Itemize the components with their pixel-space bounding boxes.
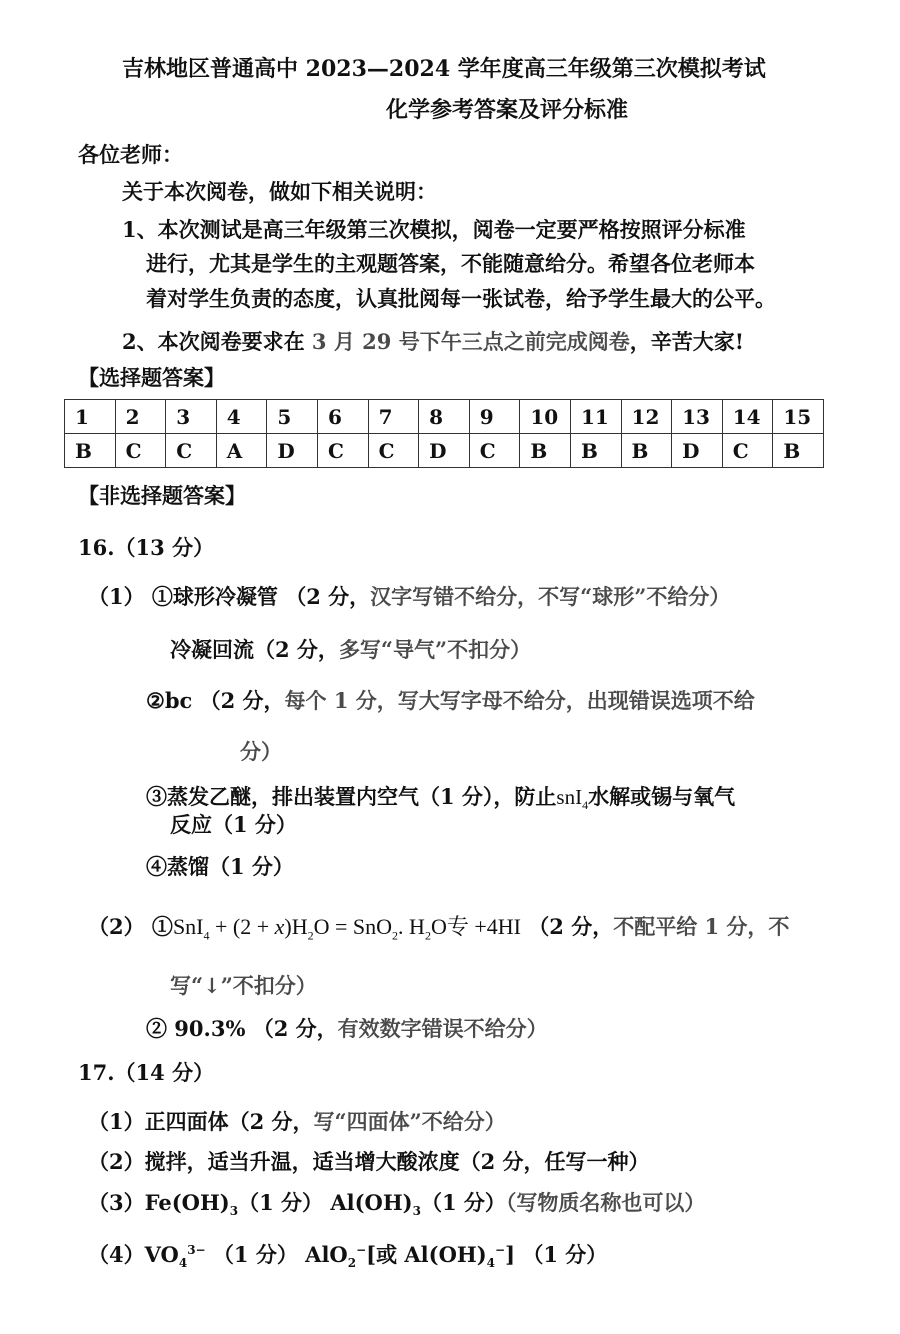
q16-heading: 16.（13 分）: [78, 535, 215, 560]
eq-subscript: 2: [424, 928, 431, 943]
table-cell-answer: C: [469, 434, 520, 468]
mc-answer-table: [64, 399, 824, 468]
grading-note: （写物质名称也可以）: [505, 1190, 706, 1215]
q16-part1-answer2: [170, 636, 531, 664]
grading-note: 写“: [170, 973, 204, 998]
grading-note: 写“四面体”不给分）: [313, 1109, 506, 1134]
eq-subscript: 2: [307, 928, 314, 943]
note2-deadline: 3 月 29 号下午三点之前完成阅卷: [304, 329, 630, 354]
table-cell-answer: B: [773, 434, 824, 468]
grading-note: 汉字写错不给分，不写“球形”不给分）: [370, 584, 731, 609]
table-cell-answer: C: [166, 434, 217, 468]
grading-note: 每个 1 分，写大写字母不给分，出现错误选项不给: [284, 688, 755, 713]
table-cell-number: 6: [317, 400, 368, 434]
table-cell-answer: D: [267, 434, 318, 468]
table-cell-number: 15: [773, 400, 824, 434]
page-subtitle: 化学参考答案及评分标准: [386, 97, 629, 123]
greeting: 各位老师：: [78, 142, 183, 167]
mc-heading: 【选择题答案】: [78, 365, 225, 390]
formula-superscript: −: [495, 1243, 506, 1257]
table-cell-number: 13: [672, 400, 723, 434]
table-cell-answer: C: [317, 434, 368, 468]
formula-subscript: 4: [486, 1256, 496, 1271]
table-cell-number: 4: [216, 400, 267, 434]
q17-part3: [88, 1189, 705, 1217]
q16-part4: ④蒸馏（1 分）: [146, 854, 294, 879]
table-cell-answer: B: [520, 434, 571, 468]
note2-text-c: ，辛苦大家!: [629, 329, 744, 354]
table-cell-answer: A: [216, 434, 267, 468]
down-arrow-icon: ↓: [203, 973, 221, 998]
chemical-equation: [172, 914, 521, 943]
formula-superscript: −: [356, 1243, 367, 1257]
answer-text: ] （1 分）: [505, 1242, 608, 1267]
answer-text: （1 分） AlO: [205, 1242, 348, 1267]
table-cell-number: 9: [469, 400, 520, 434]
eq-part: + (2 +: [209, 914, 275, 939]
table-cell-number: 14: [722, 400, 773, 434]
table-row-answers: [65, 434, 824, 468]
q17-part2: （2）搅拌，适当升温，适当增大酸浓度（2 分，任写一种）: [88, 1149, 650, 1174]
eq-variable: x: [274, 914, 285, 939]
answer-text: （4）VO: [88, 1242, 179, 1267]
answer-text: ② 90.3% （2 分，: [146, 1016, 338, 1041]
answer-label: （2） ①: [88, 914, 173, 939]
eq-part: . H: [398, 914, 425, 939]
eq-part: O专 +4HI: [430, 914, 521, 939]
table-cell-answer: B: [621, 434, 672, 468]
formula-subscript: 2: [347, 1256, 357, 1271]
note2-text-a: 2、本次阅卷要求在: [122, 329, 305, 354]
q17-heading: 17.（14 分）: [78, 1060, 215, 1085]
answer-text: ③蒸发乙醚，排出装置内空气（1 分），防止: [146, 784, 557, 809]
q16-part3: [146, 783, 735, 811]
table-cell-number: 12: [621, 400, 672, 434]
answer-text: 冷凝回流（2 分，: [170, 637, 339, 662]
formula-subscript: 3: [412, 1204, 421, 1219]
grading-note: ”不扣分）: [220, 973, 317, 998]
table-cell-number: 1: [65, 400, 116, 434]
formula-subscript: 4: [178, 1256, 188, 1271]
eq-part: )H: [284, 914, 308, 939]
answer-text: （1 分）: [420, 1190, 506, 1215]
grading-note: 不配平给 1 分，不: [613, 914, 790, 939]
table-row-numbers: [65, 400, 824, 434]
answer-text: 水解或锡与氧气: [588, 784, 736, 809]
intro-lead: 关于本次阅卷，做如下相关说明：: [122, 179, 437, 204]
table-cell-answer: B: [65, 434, 116, 468]
answer-text: ②bc （2 分，: [146, 688, 285, 713]
answer-text: （3）Fe(OH): [88, 1190, 230, 1215]
formula-text: snI: [556, 785, 583, 809]
page-title: 吉林地区普通高中 2023—2024 学年度高三年级第三次模拟考试: [122, 56, 766, 82]
answer-text: （1）正四面体（2 分，: [88, 1109, 314, 1134]
table-cell-answer: C: [722, 434, 773, 468]
table-cell-number: 11: [570, 400, 621, 434]
note1-line3: 着对学生负责的态度，认真批阅每一张试卷，给予学生最大的公平。: [146, 286, 776, 311]
eq-part: SnI: [172, 914, 204, 939]
q17-part1: [88, 1108, 506, 1136]
q16-part5: [146, 1015, 548, 1043]
table-cell-number: 2: [115, 400, 166, 434]
formula-superscript: 3−: [187, 1243, 206, 1257]
table-cell-number: 7: [368, 400, 419, 434]
q17-part4: [88, 1241, 607, 1269]
table-cell-number: 8: [419, 400, 470, 434]
q16-equation-note: [170, 972, 317, 1000]
q16-part2-cont: 分）: [240, 739, 282, 764]
grading-note: 有效数字错误不给分）: [337, 1016, 548, 1041]
note2: [122, 328, 744, 356]
table-cell-number: 3: [166, 400, 217, 434]
q16-part1-answer1: [88, 583, 730, 611]
table-cell-answer: D: [672, 434, 723, 468]
table-cell-answer: C: [115, 434, 166, 468]
note1-line1: 1、本次测试是高三年级第三次模拟，阅卷一定要严格按照评分标准: [122, 217, 746, 242]
q16-part3-cont: 反应（1 分）: [170, 812, 297, 837]
table-cell-answer: D: [419, 434, 470, 468]
formula-subscript: 4: [582, 798, 589, 813]
table-cell-answer: C: [368, 434, 419, 468]
answer-text: [或 Al(OH): [366, 1242, 487, 1267]
note1-line2: 进行，尤其是学生的主观题答案，不能随意给分。希望各位老师本: [146, 251, 755, 276]
eq-part: O = SnO: [313, 914, 393, 939]
q16-part2: [146, 687, 755, 715]
eq-subscript: 2: [392, 928, 399, 943]
table-cell-number: 5: [267, 400, 318, 434]
answer-text: （1 分） Al(OH): [238, 1190, 413, 1215]
nonmc-heading: 【非选择题答案】: [78, 483, 246, 508]
table-cell-number: 10: [520, 400, 571, 434]
grading-note: 多写“导气”不扣分）: [338, 637, 532, 662]
answer-text: （1） ①球形冷凝管 （2 分，: [88, 584, 371, 609]
formula-subscript: 3: [229, 1204, 239, 1219]
answer-text: （2 分，: [528, 914, 614, 939]
q16-equation: [88, 913, 789, 941]
table-cell-answer: B: [570, 434, 621, 468]
eq-subscript: 4: [203, 928, 210, 943]
